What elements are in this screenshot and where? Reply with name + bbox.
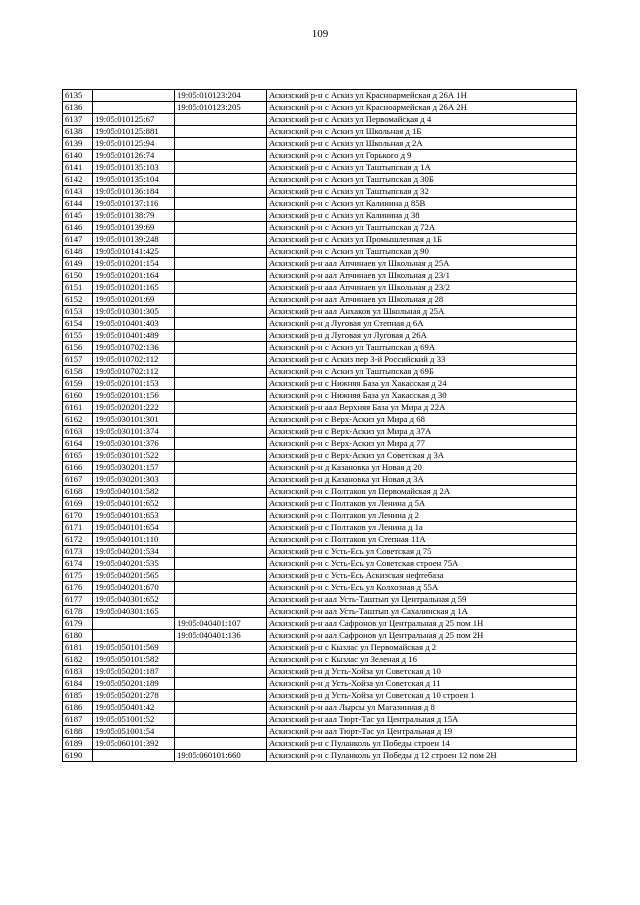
- row-number-cell: 6160: [63, 390, 93, 402]
- table-row: [63, 438, 577, 450]
- premises-cadastral-number-cell: 19:05:010123:204: [175, 90, 267, 102]
- premises-cadastral-number-cell: [175, 162, 267, 174]
- row-number-cell: 6140: [63, 150, 93, 162]
- address-cell: Аскизский р-н с Усть-Есь ул Советская строен 75А: [267, 558, 577, 570]
- cadastral-number-cell: 19:05:010401:403: [93, 318, 175, 330]
- address-cell: Аскизский р-н аал Тюрт-Тас ул Центральная д 19: [267, 726, 577, 738]
- premises-cadastral-number-cell: 19:05:060101:660: [175, 750, 267, 762]
- table-row: [63, 582, 577, 594]
- premises-cadastral-number-cell: [175, 498, 267, 510]
- table-row: [63, 222, 577, 234]
- cadastral-number-cell: 19:05:030101:374: [93, 426, 175, 438]
- cadastral-number-cell: 19:05:010139:248: [93, 234, 175, 246]
- table-row: [63, 366, 577, 378]
- cadastral-number-cell: 19:05:040101:582: [93, 486, 175, 498]
- cadastral-number-cell: 19:05:010201:154: [93, 258, 175, 270]
- premises-cadastral-number-cell: [175, 270, 267, 282]
- address-cell: Аскизский р-н с Полтаков ул Ленина д 1а: [267, 522, 577, 534]
- address-cell: Аскизский р-н с Аскиз ул Таштыпская д 32: [267, 186, 577, 198]
- premises-cadastral-number-cell: [175, 474, 267, 486]
- cadastral-number-cell: [93, 90, 175, 102]
- address-cell: Аскизский р-н с Аскиз пер 3-й Российский д 33: [267, 354, 577, 366]
- row-number-cell: 6169: [63, 498, 93, 510]
- table-row: [63, 462, 577, 474]
- premises-cadastral-number-cell: [175, 594, 267, 606]
- cadastral-number-cell: 19:05:040301:165: [93, 606, 175, 618]
- address-cell: Аскизский р-н аал Тюрт-Тас ул Центральная д 15А: [267, 714, 577, 726]
- address-cell: Аскизский р-н аал Апчинаев ул Школьная д 25А: [267, 258, 577, 270]
- cadastral-number-cell: 19:05:050201:278: [93, 690, 175, 702]
- premises-cadastral-number-cell: 19:05:040401:136: [175, 630, 267, 642]
- row-number-cell: 6165: [63, 450, 93, 462]
- address-cell: Аскизский р-н с Аскиз ул Промышленная д 1Б: [267, 234, 577, 246]
- premises-cadastral-number-cell: [175, 294, 267, 306]
- cadastral-number-cell: 19:05:030101:376: [93, 438, 175, 450]
- premises-cadastral-number-cell: [175, 246, 267, 258]
- premises-cadastral-number-cell: [175, 534, 267, 546]
- row-number-cell: 6156: [63, 342, 93, 354]
- row-number-cell: 6164: [63, 438, 93, 450]
- cadastral-number-cell: 19:05:051001:54: [93, 726, 175, 738]
- table-row: [63, 330, 577, 342]
- row-number-cell: 6145: [63, 210, 93, 222]
- premises-cadastral-number-cell: [175, 366, 267, 378]
- premises-cadastral-number-cell: [175, 666, 267, 678]
- address-cell: Аскизский р-н с Усть-Есь ул Советская д 75: [267, 546, 577, 558]
- row-number-cell: 6186: [63, 702, 93, 714]
- row-number-cell: 6185: [63, 690, 93, 702]
- row-number-cell: 6135: [63, 90, 93, 102]
- address-cell: Аскизский р-н с Аскиз ул Таштыпская д 72А: [267, 222, 577, 234]
- cadastral-number-cell: 19:05:010136:184: [93, 186, 175, 198]
- table-row: [63, 522, 577, 534]
- address-cell: Аскизский р-н с Аскиз ул Красноармейская д 26А 1Н: [267, 90, 577, 102]
- table-row: [63, 378, 577, 390]
- table-row: [63, 606, 577, 618]
- table-row: [63, 318, 577, 330]
- address-cell: Аскизский р-н аал Лырсы ул Магазинная д 8: [267, 702, 577, 714]
- address-cell: Аскизский р-н с Аскиз ул Школьная д 2А: [267, 138, 577, 150]
- premises-cadastral-number-cell: 19:05:040401:107: [175, 618, 267, 630]
- cadastral-number-cell: 19:05:040201:670: [93, 582, 175, 594]
- cadastral-number-cell: 19:05:010401:489: [93, 330, 175, 342]
- premises-cadastral-number-cell: [175, 126, 267, 138]
- premises-cadastral-number-cell: [175, 414, 267, 426]
- table-row: [63, 210, 577, 222]
- row-number-cell: 6163: [63, 426, 93, 438]
- address-cell: Аскизский р-н д Усть-Хойза ул Советская д 11: [267, 678, 577, 690]
- premises-cadastral-number-cell: [175, 450, 267, 462]
- row-number-cell: 6154: [63, 318, 93, 330]
- row-number-cell: 6179: [63, 618, 93, 630]
- row-number-cell: 6137: [63, 114, 93, 126]
- table-row: [63, 738, 577, 750]
- cadastral-number-cell: 19:05:030201:303: [93, 474, 175, 486]
- cadastral-number-cell: 19:05:060101:392: [93, 738, 175, 750]
- table-row: [63, 618, 577, 630]
- table-row: [63, 282, 577, 294]
- row-number-cell: 6151: [63, 282, 93, 294]
- premises-cadastral-number-cell: 19:05:010123:205: [175, 102, 267, 114]
- premises-cadastral-number-cell: [175, 438, 267, 450]
- row-number-cell: 6187: [63, 714, 93, 726]
- address-cell: Аскизский р-н д Казановка ул Новая д 20: [267, 462, 577, 474]
- table-row: [63, 186, 577, 198]
- premises-cadastral-number-cell: [175, 198, 267, 210]
- table-row: [63, 474, 577, 486]
- premises-cadastral-number-cell: [175, 210, 267, 222]
- row-number-cell: 6153: [63, 306, 93, 318]
- premises-cadastral-number-cell: [175, 390, 267, 402]
- address-cell: Аскизский р-н с Верх-Аскиз ул Советская д 3А: [267, 450, 577, 462]
- address-cell: Аскизский р-н с Верх-Аскиз ул Мира д 68: [267, 414, 577, 426]
- row-number-cell: 6159: [63, 378, 93, 390]
- address-cell: Аскизский р-н с Полтаков ул Первомайская д 2А: [267, 486, 577, 498]
- cadastral-number-cell: 19:05:010201:69: [93, 294, 175, 306]
- table-row: [63, 594, 577, 606]
- premises-cadastral-number-cell: [175, 486, 267, 498]
- premises-cadastral-number-cell: [175, 654, 267, 666]
- table-row: [63, 258, 577, 270]
- row-number-cell: 6182: [63, 654, 93, 666]
- premises-cadastral-number-cell: [175, 342, 267, 354]
- cadastral-number-cell: 19:05:010702:136: [93, 342, 175, 354]
- row-number-cell: 6172: [63, 534, 93, 546]
- row-number-cell: 6189: [63, 738, 93, 750]
- address-cell: Аскизский р-н с Аскиз ул Калинина д 85В: [267, 198, 577, 210]
- row-number-cell: 6161: [63, 402, 93, 414]
- row-number-cell: 6170: [63, 510, 93, 522]
- table-row: [63, 498, 577, 510]
- premises-cadastral-number-cell: [175, 690, 267, 702]
- row-number-cell: 6167: [63, 474, 93, 486]
- row-number-cell: 6174: [63, 558, 93, 570]
- address-cell: Аскизский р-н с Аскиз ул Горького д 9: [267, 150, 577, 162]
- table-row: [63, 570, 577, 582]
- row-number-cell: 6181: [63, 642, 93, 654]
- address-cell: Аскизский р-н с Полтаков ул Степная 11А: [267, 534, 577, 546]
- premises-cadastral-number-cell: [175, 174, 267, 186]
- table-row: [63, 678, 577, 690]
- address-cell: Аскизский р-н аал Сафронов ул Центральная д 25 пом 1Н: [267, 618, 577, 630]
- address-cell: Аскизский р-н с Полтаков ул Ленина д 2: [267, 510, 577, 522]
- cadastral-number-cell: 19:05:040101:110: [93, 534, 175, 546]
- cadastral-number-cell: 19:05:010125:67: [93, 114, 175, 126]
- table-row: [63, 642, 577, 654]
- table-row: [63, 654, 577, 666]
- address-cell: Аскизский р-н с Верх-Аскиз ул Мира д 77: [267, 438, 577, 450]
- premises-cadastral-number-cell: [175, 546, 267, 558]
- address-cell: Аскизский р-н с Нижняя База ул Хакасская д 24: [267, 378, 577, 390]
- table-row: [63, 450, 577, 462]
- cadastral-number-cell: 19:05:050201:187: [93, 666, 175, 678]
- row-number-cell: 6146: [63, 222, 93, 234]
- table-row: [63, 162, 577, 174]
- table-row: [63, 102, 577, 114]
- table-row: [63, 114, 577, 126]
- premises-cadastral-number-cell: [175, 330, 267, 342]
- cadastral-number-cell: 19:05:010125:881: [93, 126, 175, 138]
- premises-cadastral-number-cell: [175, 738, 267, 750]
- row-number-cell: 6175: [63, 570, 93, 582]
- cadastral-number-cell: 19:05:020101:153: [93, 378, 175, 390]
- address-cell: Аскизский р-н с Пуланколь ул Победы строен 14: [267, 738, 577, 750]
- premises-cadastral-number-cell: [175, 186, 267, 198]
- cadastral-number-cell: 19:05:050101:569: [93, 642, 175, 654]
- table-row: [63, 174, 577, 186]
- cadastral-number-cell: [93, 102, 175, 114]
- premises-cadastral-number-cell: [175, 558, 267, 570]
- table-row: [63, 546, 577, 558]
- cadastral-number-cell: 19:05:040301:652: [93, 594, 175, 606]
- cadastral-number-cell: [93, 630, 175, 642]
- premises-cadastral-number-cell: [175, 606, 267, 618]
- premises-cadastral-number-cell: [175, 150, 267, 162]
- table-row: [63, 558, 577, 570]
- address-cell: Аскизский р-н с Аскиз ул Красноармейская д 26А 2Н: [267, 102, 577, 114]
- row-number-cell: 6149: [63, 258, 93, 270]
- cadastral-number-cell: 19:05:050101:582: [93, 654, 175, 666]
- table-row: [63, 486, 577, 498]
- premises-cadastral-number-cell: [175, 702, 267, 714]
- cadastral-number-cell: 19:05:040101:652: [93, 498, 175, 510]
- row-number-cell: 6157: [63, 354, 93, 366]
- table-row: [63, 534, 577, 546]
- address-cell: Аскизский р-н с Нижняя База ул Хакасская д 30: [267, 390, 577, 402]
- row-number-cell: 6166: [63, 462, 93, 474]
- premises-cadastral-number-cell: [175, 318, 267, 330]
- premises-cadastral-number-cell: [175, 462, 267, 474]
- cadastral-number-cell: 19:05:010135:103: [93, 162, 175, 174]
- row-number-cell: 6155: [63, 330, 93, 342]
- table-row: [63, 126, 577, 138]
- address-cell: Аскизский р-н аал Апчинаев ул Школьная д 23/2: [267, 282, 577, 294]
- cadastral-number-cell: 19:05:030101:522: [93, 450, 175, 462]
- address-cell: Аскизский р-н с Аскиз ул Таштыпская д 1А: [267, 162, 577, 174]
- cadastral-number-cell: 19:05:030101:301: [93, 414, 175, 426]
- premises-cadastral-number-cell: [175, 234, 267, 246]
- row-number-cell: 6168: [63, 486, 93, 498]
- table-row: [63, 198, 577, 210]
- address-cell: Аскизский р-н д Луговая ул Степная д 6А: [267, 318, 577, 330]
- table-row: [63, 234, 577, 246]
- row-number-cell: 6173: [63, 546, 93, 558]
- row-number-cell: 6158: [63, 366, 93, 378]
- row-number-cell: 6177: [63, 594, 93, 606]
- table-row: [63, 414, 577, 426]
- premises-cadastral-number-cell: [175, 282, 267, 294]
- premises-cadastral-number-cell: [175, 138, 267, 150]
- row-number-cell: 6152: [63, 294, 93, 306]
- cadastral-number-cell: 19:05:010702:112: [93, 366, 175, 378]
- cadastral-number-cell: 19:05:010137:116: [93, 198, 175, 210]
- address-cell: Аскизский р-н аал Апчинаев ул Школьная д 28: [267, 294, 577, 306]
- address-cell: Аскизский р-н с Пуланколь ул Победы д 12 строен 12 пом 2Н: [267, 750, 577, 762]
- address-cell: Аскизский р-н аал Сафронов ул Центральная д 25 пом 2Н: [267, 630, 577, 642]
- premises-cadastral-number-cell: [175, 510, 267, 522]
- address-cell: Аскизский р-н с Кызлас ул Зеленая д 16: [267, 654, 577, 666]
- row-number-cell: 6162: [63, 414, 93, 426]
- address-cell: Аскизский р-н с Полтаков ул Ленина д 5А: [267, 498, 577, 510]
- table-row: [63, 246, 577, 258]
- table-row: [63, 270, 577, 282]
- cadastral-number-cell: 19:05:050401:42: [93, 702, 175, 714]
- address-cell: Аскизский р-н аал Усть-Таштып ул Центральная д 59: [267, 594, 577, 606]
- table-row: [63, 702, 577, 714]
- row-number-cell: 6171: [63, 522, 93, 534]
- cadastral-number-cell: 19:05:030201:157: [93, 462, 175, 474]
- cadastral-number-cell: 19:05:040101:653: [93, 510, 175, 522]
- table-row: [63, 390, 577, 402]
- table-row: [63, 510, 577, 522]
- cadastral-number-cell: 19:05:010125:94: [93, 138, 175, 150]
- premises-cadastral-number-cell: [175, 726, 267, 738]
- row-number-cell: 6141: [63, 162, 93, 174]
- table-row: [63, 666, 577, 678]
- table-row: [63, 726, 577, 738]
- address-cell: Аскизский р-н аал Апчинаев ул Школьная д 23/1: [267, 270, 577, 282]
- address-cell: Аскизский р-н с Аскиз ул Первомайская д 4: [267, 114, 577, 126]
- row-number-cell: 6148: [63, 246, 93, 258]
- premises-cadastral-number-cell: [175, 222, 267, 234]
- cadastral-number-cell: 19:05:010201:164: [93, 270, 175, 282]
- address-cell: Аскизский р-н аал Анхаков ул Школьная д 25А: [267, 306, 577, 318]
- row-number-cell: 6147: [63, 234, 93, 246]
- address-cell: Аскизский р-н с Усть-Есь Аскизская нефтебаза: [267, 570, 577, 582]
- table-row: [63, 630, 577, 642]
- cadastral-number-cell: 19:05:010141:425: [93, 246, 175, 258]
- premises-cadastral-number-cell: [175, 714, 267, 726]
- row-number-cell: 6188: [63, 726, 93, 738]
- address-cell: Аскизский р-н аал Усть-Таштып ул Сахалинская д 1А: [267, 606, 577, 618]
- row-number-cell: 6183: [63, 666, 93, 678]
- row-number-cell: 6144: [63, 198, 93, 210]
- premises-cadastral-number-cell: [175, 378, 267, 390]
- table-row: [63, 690, 577, 702]
- row-number-cell: 6139: [63, 138, 93, 150]
- cadastral-number-cell: 19:05:040201:534: [93, 546, 175, 558]
- address-cell: Аскизский р-н д Усть-Хойза ул Советская д 10 строен 1: [267, 690, 577, 702]
- row-number-cell: 6150: [63, 270, 93, 282]
- premises-cadastral-number-cell: [175, 354, 267, 366]
- cadastral-number-cell: 19:05:020101:156: [93, 390, 175, 402]
- premises-cadastral-number-cell: [175, 642, 267, 654]
- table-row: [63, 402, 577, 414]
- table-row: [63, 150, 577, 162]
- cadastral-number-cell: 19:05:010702:112: [93, 354, 175, 366]
- address-cell: Аскизский р-н с Аскиз ул Таштыпская д 69Б: [267, 366, 577, 378]
- table-row: [63, 714, 577, 726]
- address-cell: Аскизский р-н д Казановка ул Новая д 3А: [267, 474, 577, 486]
- cadastral-number-cell: 19:05:010139:69: [93, 222, 175, 234]
- address-cell: Аскизский р-н с Аскиз ул Калинина д 38: [267, 210, 577, 222]
- premises-cadastral-number-cell: [175, 678, 267, 690]
- premises-cadastral-number-cell: [175, 114, 267, 126]
- cadastral-number-cell: 19:05:050201:189: [93, 678, 175, 690]
- cadastral-number-cell: 19:05:040201:535: [93, 558, 175, 570]
- cadastral-number-cell: 19:05:040101:654: [93, 522, 175, 534]
- table-row: [63, 294, 577, 306]
- premises-cadastral-number-cell: [175, 582, 267, 594]
- address-cell: Аскизский р-н с Верх-Аскиз ул Мира д 37А: [267, 426, 577, 438]
- table-row: [63, 342, 577, 354]
- table-row: [63, 306, 577, 318]
- page-number: 109: [311, 28, 329, 40]
- registry-table: [62, 89, 577, 762]
- table-row: [63, 354, 577, 366]
- premises-cadastral-number-cell: [175, 306, 267, 318]
- cadastral-number-cell: 19:05:051001:52: [93, 714, 175, 726]
- row-number-cell: 6190: [63, 750, 93, 762]
- row-number-cell: 6138: [63, 126, 93, 138]
- premises-cadastral-number-cell: [175, 402, 267, 414]
- address-cell: Аскизский р-н с Аскиз ул Таштыпская д 30Б: [267, 174, 577, 186]
- row-number-cell: 6136: [63, 102, 93, 114]
- cadastral-number-cell: [93, 618, 175, 630]
- table-row: [63, 138, 577, 150]
- address-cell: Аскизский р-н д Луговая ул Луговая д 26А: [267, 330, 577, 342]
- address-cell: Аскизский р-н д Усть-Хойза ул Советская д 10: [267, 666, 577, 678]
- row-number-cell: 6176: [63, 582, 93, 594]
- address-cell: Аскизский р-н с Усть-Есь ул Колхозная д 55А: [267, 582, 577, 594]
- cadastral-number-cell: 19:05:010135:104: [93, 174, 175, 186]
- address-cell: Аскизский р-н аал Верхняя База ул Мира д 22А: [267, 402, 577, 414]
- row-number-cell: 6184: [63, 678, 93, 690]
- row-number-cell: 6180: [63, 630, 93, 642]
- cadastral-number-cell: [93, 750, 175, 762]
- table-row: [63, 426, 577, 438]
- cadastral-number-cell: 19:05:010138:79: [93, 210, 175, 222]
- premises-cadastral-number-cell: [175, 258, 267, 270]
- address-cell: Аскизский р-н с Аскиз ул Таштыпская д 90: [267, 246, 577, 258]
- premises-cadastral-number-cell: [175, 570, 267, 582]
- cadastral-number-cell: 19:05:020201:222: [93, 402, 175, 414]
- table-row: [63, 750, 577, 762]
- premises-cadastral-number-cell: [175, 426, 267, 438]
- row-number-cell: 6142: [63, 174, 93, 186]
- row-number-cell: 6143: [63, 186, 93, 198]
- premises-cadastral-number-cell: [175, 522, 267, 534]
- cadastral-number-cell: 19:05:010301:305: [93, 306, 175, 318]
- cadastral-number-cell: 19:05:010201:165: [93, 282, 175, 294]
- address-cell: Аскизский р-н с Аскиз ул Таштыпская д 69А: [267, 342, 577, 354]
- cadastral-number-cell: 19:05:010126:74: [93, 150, 175, 162]
- address-cell: Аскизский р-н с Кызлас ул Первомайская д 2: [267, 642, 577, 654]
- row-number-cell: 6178: [63, 606, 93, 618]
- address-cell: Аскизский р-н с Аскиз ул Школьная д 1Б: [267, 126, 577, 138]
- table-row: [63, 90, 577, 102]
- cadastral-number-cell: 19:05:040201:565: [93, 570, 175, 582]
